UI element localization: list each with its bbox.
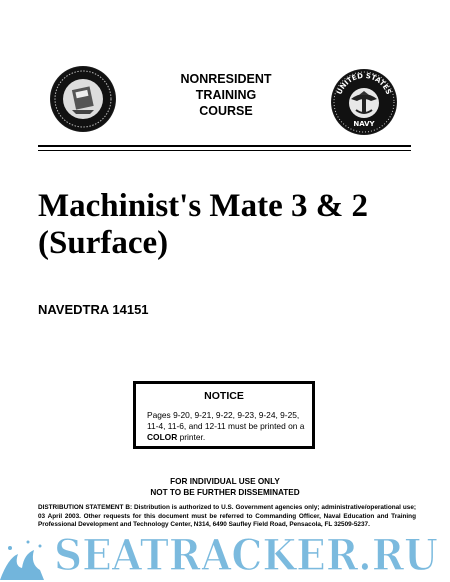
distribution-statement: DISTRIBUTION STATEMENT B: Distribution is authorized to U.S. Government agencies only; administrative/operational use; 03 April 2003. Other requests for this document must be referred to Commanding Officer, Naval Education and Training Professional Development and Technology Center, N314, 6490 Saufley Field Road, Pensacola, FL 32509-5237.: [38, 504, 416, 529]
individual-use-notice: [38, 476, 412, 498]
title-line-1: Machinist's Mate 3 & 2: [38, 188, 368, 224]
use-line-2: NOT TO BE FURTHER DISSEMINATED: [150, 488, 300, 497]
header-rule-thick: [38, 145, 411, 147]
us-navy-emblem-icon: [331, 69, 397, 135]
notice-body-prefix: Pages 9-20, 9-21, 9-22, 9-23, 9-24, 9-25, 11-4, 11-6, and 12-11 must be printed on a: [147, 410, 305, 431]
svg-text:UNITED STATES: UNITED STATES: [335, 71, 393, 96]
navedtra-number: NAVEDTRA 14151: [38, 302, 149, 317]
document-title: [38, 188, 438, 262]
svg-text:NAVY: NAVY: [353, 120, 375, 128]
seatracker-watermark: [0, 524, 450, 580]
color-print-notice-box: [133, 381, 315, 449]
course-line-nonresident: NONRESIDENT: [180, 72, 272, 86]
course-line-training: TRAINING: [195, 88, 257, 102]
notice-body: [147, 410, 311, 443]
naval-education-seal-icon: [50, 66, 116, 132]
water-splash-icon: [0, 541, 44, 581]
title-line-2: (Surface): [38, 225, 169, 261]
course-line-course: COURSE: [199, 104, 253, 118]
watermark-text: SEATRACKER.RU: [54, 531, 438, 580]
use-line-1: FOR INDIVIDUAL USE ONLY: [170, 477, 280, 486]
notice-body-suffix: printer.: [177, 432, 206, 442]
header-rule-thin: [38, 150, 411, 151]
notice-heading: NOTICE: [204, 390, 244, 402]
notice-body-color-emphasis: COLOR: [147, 432, 178, 442]
course-type-heading: [150, 71, 302, 119]
